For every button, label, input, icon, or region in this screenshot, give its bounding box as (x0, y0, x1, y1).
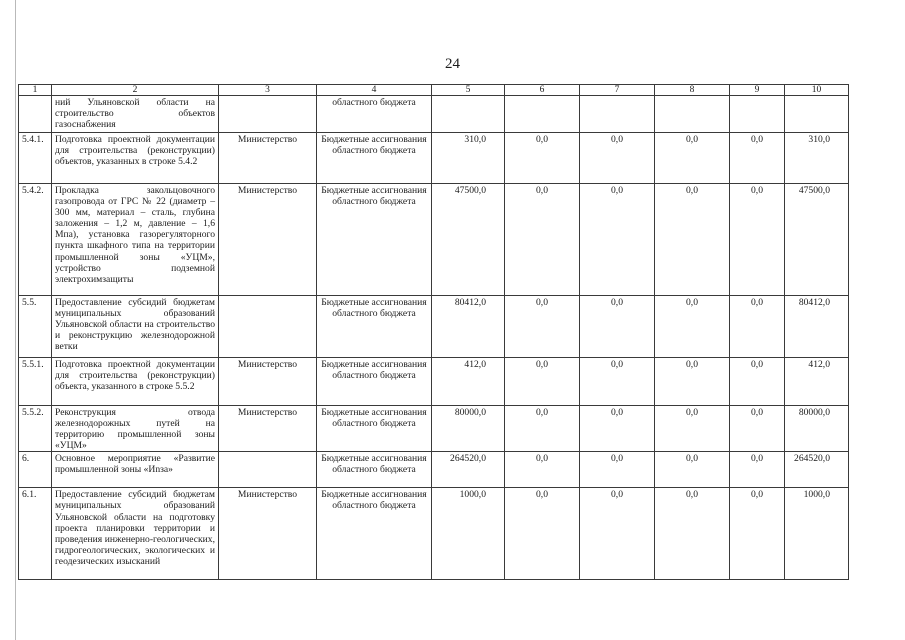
total-amount-cell: 412,0 (432, 358, 505, 406)
year-amount-cell: 0,0 (505, 133, 580, 184)
table-row (19, 96, 849, 133)
year-amount-cell: 0,0 (580, 296, 655, 358)
executor-cell: Министерство (219, 488, 317, 580)
row-number-cell: 5.5.2. (19, 406, 52, 452)
measure-name-cell: Подготовка проектной документации для строительства (реконструкции) объектов, указанных в строке 5.4.2 (52, 133, 219, 184)
funding-source-cell: Бюджетные ассигнования областного бюджета (317, 296, 432, 358)
table-row (19, 184, 849, 296)
year-amount-cell: 0,0 (730, 452, 785, 488)
year-amount-cell: 0,0 (730, 296, 785, 358)
executor-cell: Министерство (219, 406, 317, 452)
funding-source-cell: Бюджетные ассигнования областного бюджета (317, 488, 432, 580)
year-amount-cell: 0,0 (730, 406, 785, 452)
year-amount-cell: 412,0 (785, 358, 849, 406)
executor-cell: Министерство (219, 133, 317, 184)
budget-table-body (19, 85, 849, 580)
table-row (19, 358, 849, 406)
executor-cell (219, 296, 317, 358)
total-amount-cell (432, 96, 505, 133)
year-amount-cell: 47500,0 (785, 184, 849, 296)
funding-source-cell: Бюджетные ассигнования областного бюджета (317, 184, 432, 296)
year-amount-cell: 0,0 (505, 406, 580, 452)
row-number-cell: 5.4.1. (19, 133, 52, 184)
header-cell: 1 (19, 85, 52, 96)
header-cell: 9 (730, 85, 785, 96)
funding-source-cell: Бюджетные ассигнования областного бюджета (317, 358, 432, 406)
year-amount-cell: 0,0 (655, 452, 730, 488)
year-amount-cell: 0,0 (655, 133, 730, 184)
row-number-cell (19, 96, 52, 133)
year-amount-cell: 0,0 (730, 358, 785, 406)
header-cell: 5 (432, 85, 505, 96)
funding-source-cell: Бюджетные ассигнования областного бюджета (317, 406, 432, 452)
total-amount-cell: 310,0 (432, 133, 505, 184)
header-cell: 10 (785, 85, 849, 96)
total-amount-cell: 80000,0 (432, 406, 505, 452)
row-number-cell: 5.5.1. (19, 358, 52, 406)
year-amount-cell: 0,0 (580, 406, 655, 452)
page-margin-line (15, 0, 16, 640)
measure-name-cell: Подготовка проектной документации для строительства (реконструкции) объекта, указанного в строке 5.5.2 (52, 358, 219, 406)
budget-table (18, 84, 849, 580)
year-amount-cell (730, 96, 785, 133)
measure-name-cell: Основное мероприятие «Развитие промышленной зоны «Иnза» (52, 452, 219, 488)
year-amount-cell: 264520,0 (785, 452, 849, 488)
header-cell: 4 (317, 85, 432, 96)
row-number-cell: 6. (19, 452, 52, 488)
measure-name-cell: ний Ульяновской области на строительство объектов газоснабжения (52, 96, 219, 133)
year-amount-cell (655, 96, 730, 133)
year-amount-cell: 80000,0 (785, 406, 849, 452)
funding-source-cell: Бюджетные ассигнования областного бюджета (317, 452, 432, 488)
year-amount-cell: 0,0 (505, 488, 580, 580)
year-amount-cell: 0,0 (505, 452, 580, 488)
year-amount-cell: 0,0 (655, 488, 730, 580)
year-amount-cell: 1000,0 (785, 488, 849, 580)
table-row (19, 133, 849, 184)
header-cell: 7 (580, 85, 655, 96)
year-amount-cell: 0,0 (580, 452, 655, 488)
total-amount-cell: 47500,0 (432, 184, 505, 296)
year-amount-cell: 0,0 (730, 184, 785, 296)
year-amount-cell: 0,0 (730, 488, 785, 580)
total-amount-cell: 264520,0 (432, 452, 505, 488)
executor-cell (219, 452, 317, 488)
year-amount-cell: 0,0 (580, 133, 655, 184)
year-amount-cell: 0,0 (580, 358, 655, 406)
row-number-cell: 5.4.2. (19, 184, 52, 296)
year-amount-cell: 0,0 (505, 184, 580, 296)
header-cell: 3 (219, 85, 317, 96)
funding-source-cell: областного бюджета (317, 96, 432, 133)
table-row (19, 488, 849, 580)
total-amount-cell: 1000,0 (432, 488, 505, 580)
year-amount-cell: 0,0 (505, 358, 580, 406)
year-amount-cell (505, 96, 580, 133)
year-amount-cell: 0,0 (655, 406, 730, 452)
year-amount-cell: 310,0 (785, 133, 849, 184)
year-amount-cell: 0,0 (730, 133, 785, 184)
measure-name-cell: Предоставление субсидий бюджетам муниципальных образований Ульяновской области на строительство и реконструкцию железнодорожной ветки (52, 296, 219, 358)
executor-cell (219, 96, 317, 133)
year-amount-cell: 0,0 (580, 184, 655, 296)
page-number: 24 (445, 56, 460, 72)
funding-source-cell: Бюджетные ассигнования областного бюджета (317, 133, 432, 184)
measure-name-cell: Предоставление субсидий бюджетам муниципальных образований Ульяновской области на подготовку проекта планировки территории и проведения инженерно-геологических, гидрогеологических, экологических и геодезических изысканий (52, 488, 219, 580)
year-amount-cell: 0,0 (505, 296, 580, 358)
executor-cell: Министерство (219, 358, 317, 406)
header-row (19, 85, 849, 96)
year-amount-cell: 80412,0 (785, 296, 849, 358)
table-row (19, 406, 849, 452)
header-cell: 8 (655, 85, 730, 96)
year-amount-cell: 0,0 (655, 184, 730, 296)
row-number-cell: 5.5. (19, 296, 52, 358)
table-row (19, 452, 849, 488)
executor-cell: Министерство (219, 184, 317, 296)
year-amount-cell: 0,0 (580, 488, 655, 580)
table-row (19, 296, 849, 358)
measure-name-cell: Реконструкция отвода железнодорожных путей на территорию промышленной зоны «УЦМ» (52, 406, 219, 452)
year-amount-cell (785, 96, 849, 133)
total-amount-cell: 80412,0 (432, 296, 505, 358)
year-amount-cell: 0,0 (655, 358, 730, 406)
year-amount-cell: 0,0 (655, 296, 730, 358)
header-cell: 6 (505, 85, 580, 96)
measure-name-cell: Прокладка закольцовочного газопровода от ГРС № 22 (диаметр – 300 мм, материал – сталь, глубина заложения – 1,2 м, давление – 1,6 Мпа), установка газорегуляторного пункта шкафного типа на территории промышленной зоны «УЦМ», устройство подземной электрохимзащиты (52, 184, 219, 296)
year-amount-cell (580, 96, 655, 133)
header-cell: 2 (52, 85, 219, 96)
row-number-cell: 6.1. (19, 488, 52, 580)
